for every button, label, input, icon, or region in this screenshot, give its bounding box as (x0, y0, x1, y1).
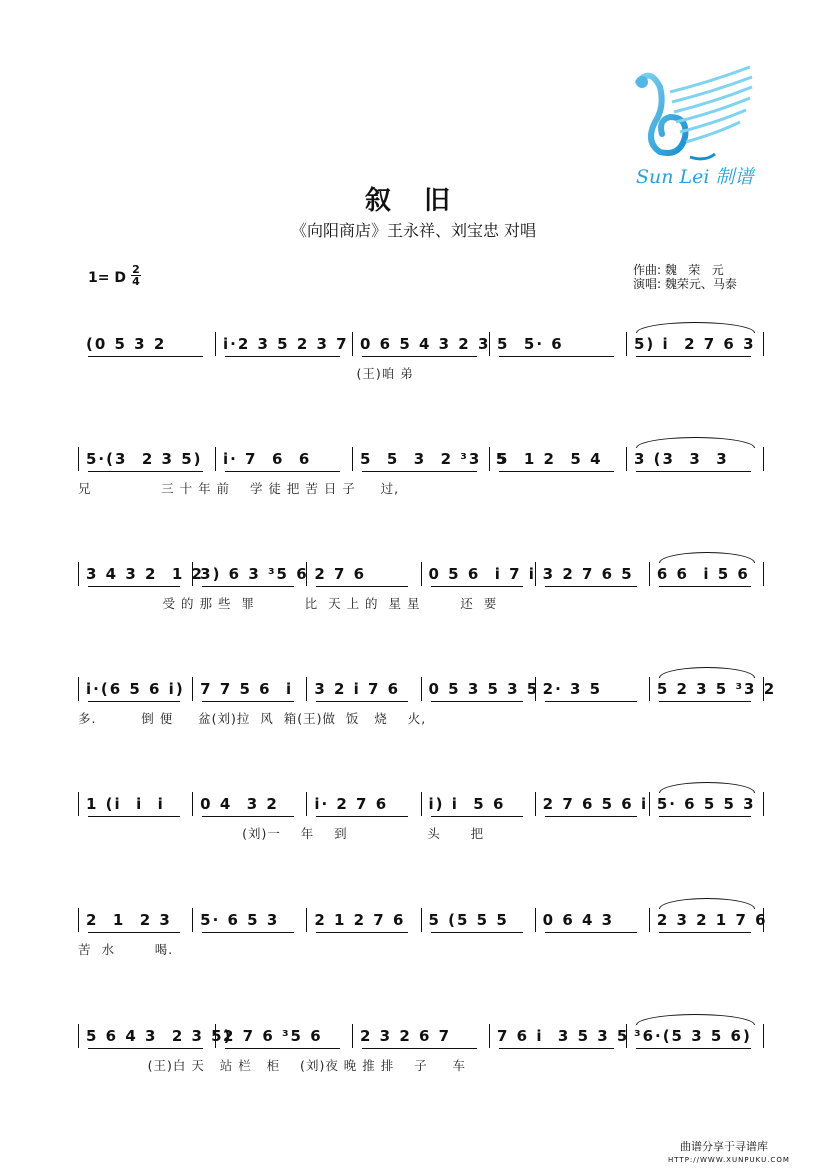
score-row (78, 677, 777, 737)
lyrics-line: (刘)一 年 到 头 把 (78, 826, 485, 841)
barline (78, 447, 79, 471)
beam-line (316, 701, 408, 702)
barline (535, 677, 536, 701)
measure: i) i 5 6 (428, 795, 506, 813)
barline (306, 562, 307, 586)
barline (78, 908, 79, 932)
measure: 5 6 4 3 2 3 5) (86, 1027, 233, 1045)
measure: 3 4 3 2 1 2 (86, 565, 204, 583)
beam-line (202, 701, 294, 702)
slur (659, 552, 755, 563)
measure: 0 5 3 5 3 5 (428, 680, 540, 698)
beam-line (545, 816, 637, 817)
measure: 7 7 5 6 i (200, 680, 294, 698)
beam-line (362, 356, 477, 357)
lyrics-line: 多. 倒 便 盆(刘)拉 风 箱(王)做 饭 烧 火, (78, 711, 427, 726)
footer-share-text: 曲谱分享于寻谱库 (680, 1140, 768, 1153)
beam-line (316, 586, 408, 587)
measure: 5· 6 5 5 3 (656, 795, 756, 813)
beam-line (202, 586, 294, 587)
measure: i· 2 7 6 (314, 795, 389, 813)
performer-credit: 演唱: 魏荣元、马泰 (633, 277, 737, 291)
barline (78, 677, 79, 701)
beam-line (636, 1048, 751, 1049)
lyrics-line: (王)白 天 站 栏 柜 (刘)夜 晚 推 排 子 车 (78, 1058, 466, 1073)
slur (636, 437, 755, 448)
beam-line (659, 816, 751, 817)
barline (306, 792, 307, 816)
barline (649, 792, 650, 816)
beam-line (362, 471, 477, 472)
barline (763, 792, 764, 816)
beam-line (545, 701, 637, 702)
time-signature (130, 264, 142, 287)
composer-credit: 作曲: 魏 荣 元 (633, 263, 724, 277)
footer-url: HTTP://WWW.XUNPUKU.COM (668, 1156, 790, 1164)
barline (421, 792, 422, 816)
measure: 2 7 6 5 6 i (542, 795, 649, 813)
measure: 7 6 i 3 5 3 5 (497, 1027, 630, 1045)
beam-line (225, 471, 340, 472)
barline (763, 447, 764, 471)
measure: 2 3 2 1 7 6 (656, 911, 768, 929)
barline (626, 1024, 627, 1048)
measure: 5· 6 5 3 (200, 911, 280, 929)
measure: 3 2 7 6 5 (542, 565, 634, 583)
barline (489, 332, 490, 356)
barline (763, 562, 764, 586)
measure: 6 6 i 5 6 (656, 565, 750, 583)
lyrics-line: (王)咱 弟 (78, 366, 414, 381)
beam-line (362, 1048, 477, 1049)
song-subtitle: 《向阳商店》王永祥、刘宝忠 对唱 (290, 221, 537, 240)
measure: i· 7 6 6 (223, 450, 312, 468)
barline (192, 677, 193, 701)
beam-line (316, 932, 408, 933)
barline (352, 447, 353, 471)
logo-text: Sun Lei 制谱 (636, 166, 754, 188)
slur (659, 782, 755, 793)
beam-line (659, 586, 751, 587)
measure: 2 7 6 (314, 565, 367, 583)
time-signature-bottom: 4 (132, 275, 140, 288)
lyrics-line: 兄 三 十 年 前 学 徒 把 苦 日 子 过, (78, 481, 400, 496)
barline (489, 447, 490, 471)
measure: 2· 3 5 (542, 680, 603, 698)
key-signature: 1= D (88, 270, 126, 286)
barline (352, 1024, 353, 1048)
measure: 5) i 2 7 6 3 (634, 335, 756, 353)
beam-line (88, 471, 203, 472)
measure: 5 2 3 5 ³3 2 (656, 680, 777, 698)
slur (659, 898, 755, 909)
measure: 0 6 4 3 (542, 911, 615, 929)
beam-line (431, 701, 523, 702)
barline (421, 562, 422, 586)
barline (78, 562, 79, 586)
measure: 0 6 5 4 3 2 3 (360, 335, 491, 353)
measure: 3 (3 3 3 (634, 450, 729, 468)
beam-line (88, 356, 203, 357)
measure: 2 3 2 6 7 (360, 1027, 452, 1045)
barline (763, 908, 764, 932)
beam-line (88, 1048, 203, 1049)
barline (215, 332, 216, 356)
barline (626, 332, 627, 356)
barline (535, 562, 536, 586)
slur (636, 1014, 755, 1025)
barline (192, 908, 193, 932)
score-row (78, 447, 763, 507)
measure: 5 5 3 2 ³3 5 (360, 450, 509, 468)
barline (78, 1024, 79, 1048)
measure: 3 2 i 7 6 (314, 680, 401, 698)
measure: 5 5· 6 (497, 335, 564, 353)
beam-line (636, 471, 751, 472)
measure: 0 5 6 i 7 i (428, 565, 536, 583)
beam-line (499, 471, 614, 472)
beam-line (88, 586, 180, 587)
barline (421, 677, 422, 701)
beam-line (88, 932, 180, 933)
barline (489, 1024, 490, 1048)
beam-line (545, 932, 637, 933)
barline (306, 677, 307, 701)
barline (192, 562, 193, 586)
barline (763, 677, 764, 701)
beam-line (202, 816, 294, 817)
beam-line (202, 932, 294, 933)
beam-line (316, 816, 408, 817)
measure: i·(6 5 6 i) (86, 680, 185, 698)
slur (636, 322, 755, 333)
measure: 2 1 2 7 6 (314, 911, 406, 929)
barline (78, 792, 79, 816)
barline (535, 792, 536, 816)
barline (306, 908, 307, 932)
beam-line (499, 1048, 614, 1049)
beam-line (636, 356, 751, 357)
measure: 3) 6 3 ³5 6 (200, 565, 309, 583)
beam-line (431, 816, 523, 817)
measure: 2 1 2 3 (86, 911, 172, 929)
beam-line (659, 701, 751, 702)
measure: i·2 3 5 2 3 7 (223, 335, 349, 353)
beam-line (225, 1048, 340, 1049)
barline (192, 792, 193, 816)
score-row (78, 562, 763, 622)
measure: 0 4 3 2 (200, 795, 279, 813)
score-row (78, 332, 763, 392)
beam-line (431, 586, 523, 587)
measure: (0 5 3 2 (86, 335, 167, 353)
barline (649, 562, 650, 586)
lyrics-line: 受 的 那 些 罪 比 天 上 的 星 星 还 要 (78, 596, 498, 611)
barline (215, 447, 216, 471)
barline (352, 332, 353, 356)
slur (659, 667, 755, 678)
beam-line (88, 816, 180, 817)
measure: 5·(3 2 3 5) (86, 450, 203, 468)
barline (649, 677, 650, 701)
measure: ³6·(5 3 5 6) (634, 1027, 752, 1045)
barline (649, 908, 650, 932)
beam-line (545, 586, 637, 587)
score-row (78, 1024, 763, 1084)
barline (763, 332, 764, 356)
barline (763, 1024, 764, 1048)
lyrics-line: 苦 水 喝. (78, 942, 174, 957)
beam-line (88, 701, 180, 702)
time-signature-top: 2 (132, 263, 140, 276)
measure: 5 (5 5 5 (428, 911, 509, 929)
beam-line (431, 932, 523, 933)
score-row (78, 792, 763, 852)
beam-line (659, 932, 751, 933)
measure: 5 1 2 5 4 (497, 450, 603, 468)
measure: 2 7 6 ³5 6 (223, 1027, 323, 1045)
barline (535, 908, 536, 932)
barline (421, 908, 422, 932)
barline (626, 447, 627, 471)
measure: 1 (i i i (86, 795, 165, 813)
beam-line (225, 356, 340, 357)
beam-line (499, 356, 614, 357)
barline (215, 1024, 216, 1048)
score-row (78, 908, 768, 968)
song-title: 叙 旧 (364, 186, 463, 216)
